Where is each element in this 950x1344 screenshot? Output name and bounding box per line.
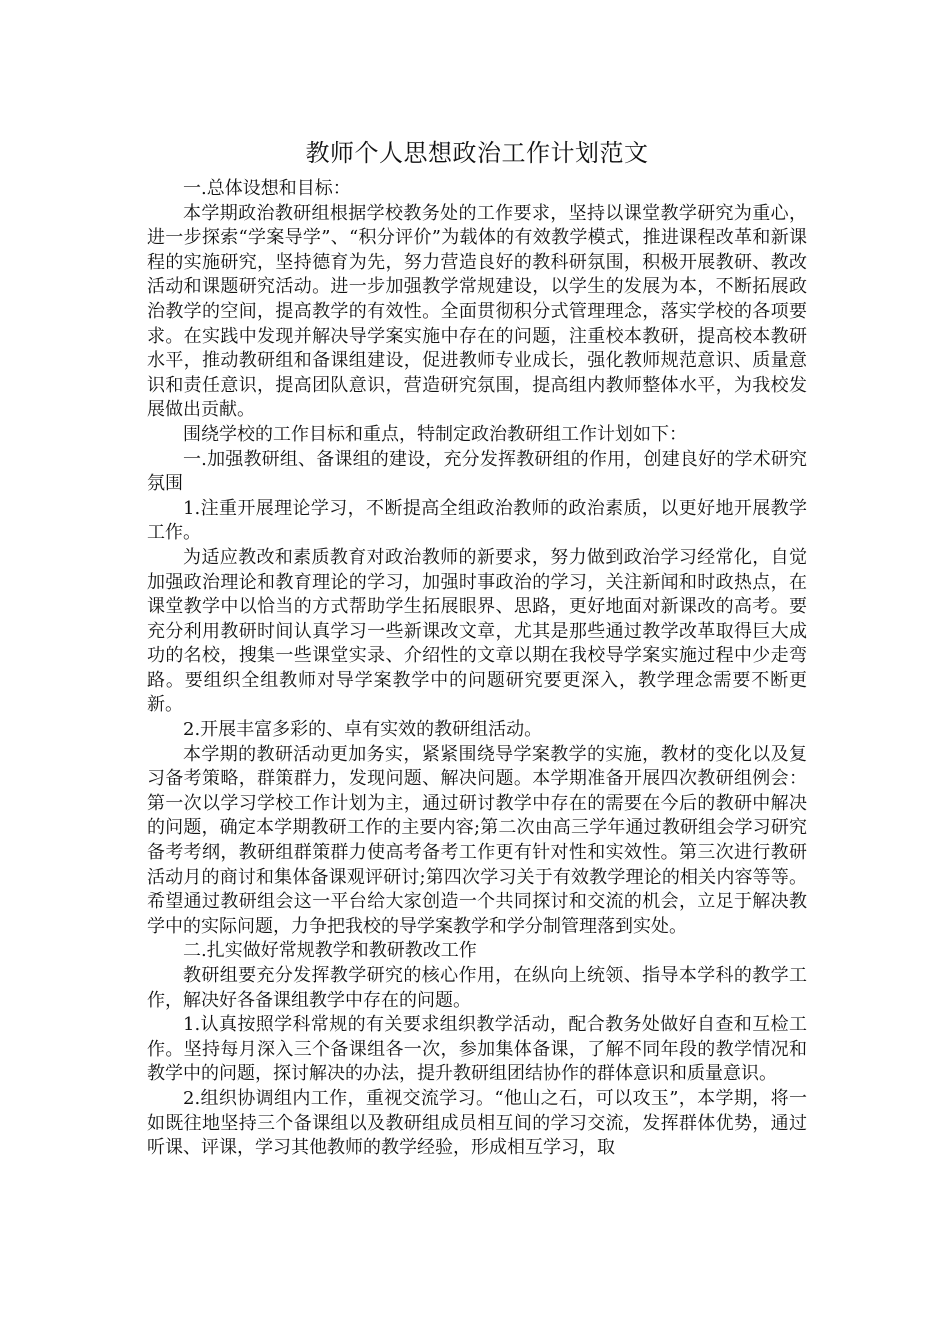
document-title: 教师个人思想政治工作计划范文 — [305, 139, 649, 167]
section-heading-two: 二.扎实做好常规教学和教研教改工作 — [183, 940, 477, 962]
body-paragraph: 围绕学校的工作目标和重点，特制定政治教研组工作计划如下： — [183, 423, 687, 445]
subsection-heading: 2.开展丰富多彩的、卓有实效的教研组活动。 — [183, 719, 543, 741]
body-paragraph: 教研组要充分发挥教学研究的核心作用，在纵向上统领、指导本学科的教学工作，解决好各备课组教学中存在的问题。 — [147, 965, 807, 1011]
body-paragraph: 本学期政治教研组根据学校教务处的工作要求，坚持以课堂教学研究为重心，进一步探索“学案导学”、“积分评价”为载体的有效教学模式，推进课程改革和新课程的实施研究，坚持德育为先，努力营造良好的教科研氛围，积极开展教研、教改活动和课题研究活动。进一步加强教学常规建设，以学生的发展为本，不断拓展政治教学的空间，提高教学的有效性。全面贯彻积分式管理理念，落实学校的各项要求。在实践中发现并解决导学案实施中存在的问题，注重校本教研，提高校本教研水平，推动教研组和备课组建设，促进教师专业成长，强化教师规范意识、质量意识和责任意识，提高团队意识，营造研究氛围，提高组内教师整体水平，为我校发展做出贡献。 — [147, 202, 807, 421]
body-paragraph: 本学期的教研活动更加务实，紧紧围绕导学案教学的实施，教材的变化以及复习备考策略，群策群力，发现问题、解决问题。本学期准备开展四次教研组例会：第一次以学习学校工作计划为主，通过研讨教学中存在的需要在今后的教研中解决的问题，确定本学期教研工作的主要内容;第二次由高三学年通过教研组会学习研究备考考纲，教研组群策群力使高考备考工作更有针对性和实效性。第三次进行教研活动月的商讨和集体备课观评研讨;第四次学习关于有效教学理论的相关内容等等。希望通过教研组会这一平台给大家创造一个共同探讨和交流的机会，立足于解决教学中的实际问题，力争把我校的导学案教学和学分制管理落到实处。 — [147, 743, 807, 937]
section-heading-one: 一.加强教研组、备课组的建设，充分发挥教研组的作用，创建良好的学术研究氛围 — [147, 448, 807, 495]
section-heading-overall-goals: 一.总体设想和目标： — [183, 178, 351, 199]
subsection-paragraph: 1.认真按照学科常规的有关要求组织教学活动，配合教务处做好自查和互检工作。坚持每月深入三个备课组各一次，参加集体备课，了解不同年段的教学情况和教学中的问题，探讨解决的办法，提升教研组团结协作的群体意识和质量意识。 — [147, 1014, 807, 1085]
body-paragraph: 为适应教改和素质教育对政治教师的新要求，努力做到政治学习经常化，自觉加强政治理论和教育理论的学习，加强时事政治的学习，关注新闻和时政热点，在课堂教学中以恰当的方式帮助学生拓展眼界、思路，更好地面对新课改的高考。要充分利用教研时间认真学习一些新课改文章，尤其是那些通过教学改革取得巨大成功的名校，搜集一些课堂实录、介绍性的文章以期在我校导学案实施过程中少走弯路。要组织全组教师对导学案教学中的问题研究要更深入，教学理念需要不断更新。 — [147, 546, 807, 716]
document-body — [147, 133, 807, 1161]
subsection-paragraph: 2.组织协调组内工作，重视交流学习。“他山之石，可以攻玉”，本学期，将一如既往地坚持三个备课组以及教研组成员相互间的学习交流，发挥群体优势，通过听课、评课，学习其他教师的教学经验，形成相互学习，取 — [147, 1087, 807, 1159]
subsection-heading: 1.注重开展理论学习，不断提高全组政治教师的政治素质，以更好地开展教学工作。 — [147, 497, 807, 544]
